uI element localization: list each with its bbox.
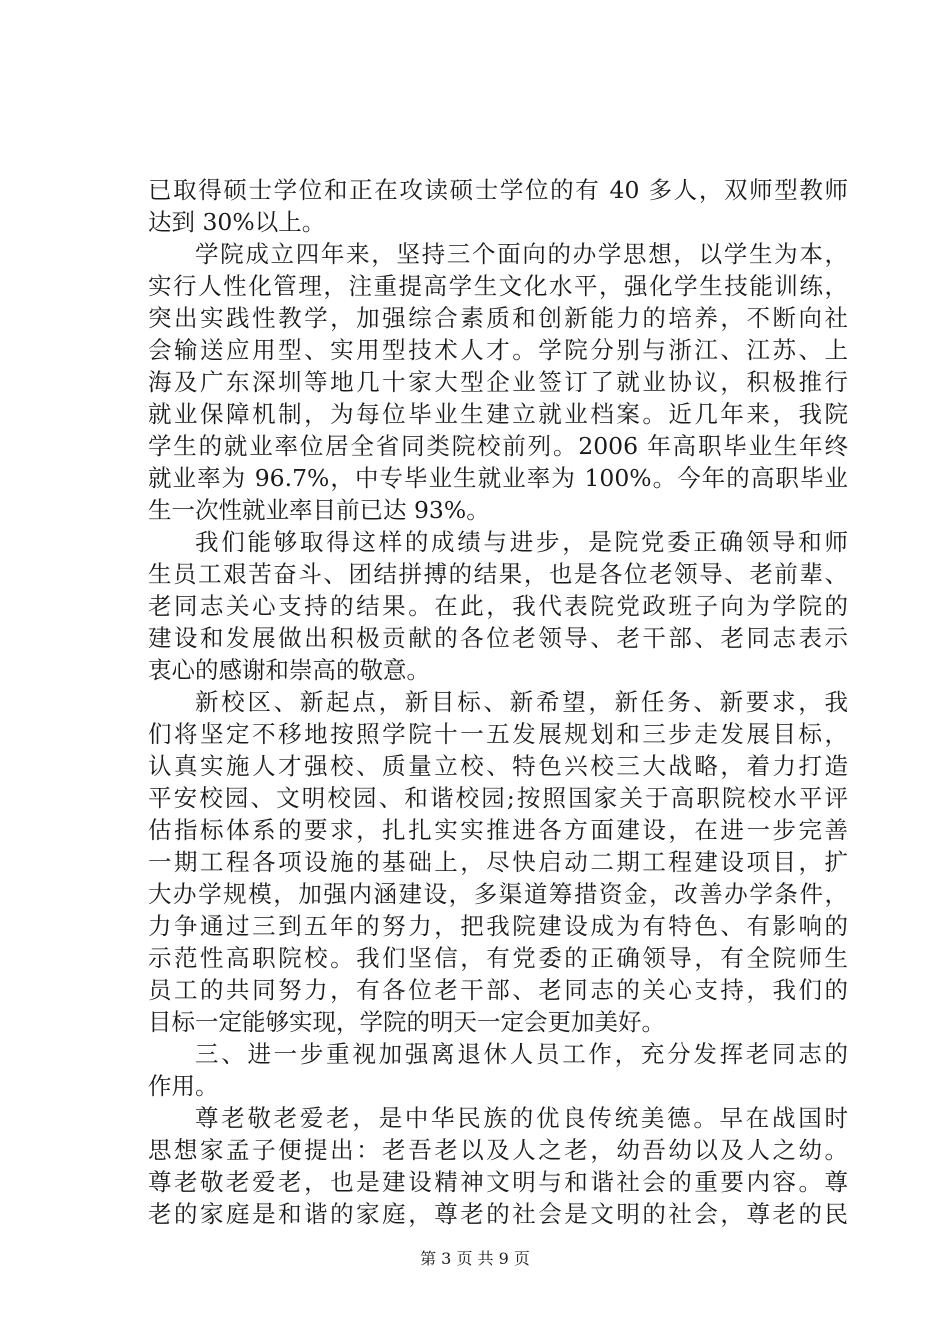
- section-heading-line: 三、进一步重视加强离退休人员工作，充分发挥老同志的: [195, 1040, 848, 1068]
- text-line: 老同志关心支持的结果。在此，我代表院党政班子向为学院的: [148, 592, 848, 620]
- text-line: 我们能够取得这样的成绩与进步，是院党委正确领导和师: [195, 528, 848, 556]
- text-line: 一期工程各项设施的基础上，尽快启动二期工程建设项目，扩: [148, 848, 848, 876]
- text-line: 就业率为 96.7%，中专毕业生就业率为 100%。今年的高职毕业: [148, 464, 848, 492]
- text-line: 目标一定能够实现，学院的明天一定会更加美好。: [148, 1008, 665, 1036]
- text-line: 尊老敬老爱老，也是建设精神文明与和谐社会的重要内容。尊: [148, 1168, 848, 1196]
- text-line: 新校区、新起点，新目标、新希望，新任务、新要求，我: [195, 688, 848, 716]
- text-line: 学生的就业率位居全省同类院校前列。2006 年高职毕业生年终: [148, 432, 848, 460]
- text-line: 老的家庭是和谐的家庭，尊老的社会是文明的社会，尊老的民: [148, 1200, 848, 1228]
- page-number-footer: 第 3 页 共 9 页: [420, 1249, 530, 1268]
- text-line: 就业保障机制，为每位毕业生建立就业档案。近几年来，我院: [148, 400, 848, 428]
- text-line: 员工的共同努力，有各位老干部、老同志的关心支持，我们的: [148, 976, 848, 1004]
- text-line: 衷心的感谢和崇高的敬意。: [148, 656, 430, 684]
- text-line: 生一次性就业率目前已达 93%。: [148, 496, 490, 524]
- text-line: 建设和发展做出积极贡献的各位老领导、老干部、老同志表示: [148, 624, 848, 652]
- text-line: 已取得硕士学位和正在攻读硕士学位的有 40 多人，双师型教师: [148, 176, 848, 204]
- text-line: 思想家孟子便提出：老吾老以及人之老，幼吾幼以及人之幼。: [148, 1136, 848, 1164]
- text-line: 示范性高职院校。我们坚信，有党委的正确领导，有全院师生: [148, 944, 848, 972]
- text-line: 力争通过三到五年的努力，把我院建设成为有特色、有影响的: [148, 912, 848, 940]
- text-line: 学院成立四年来，坚持三个面向的办学思想，以学生为本，: [195, 240, 848, 268]
- text-line: 平安校园、文明校园、和谐校园;按照国家关于高职院校水平评: [148, 784, 848, 812]
- text-line: 海及广东深圳等地几十家大型企业签订了就业协议，积极推行: [148, 368, 848, 396]
- text-line: 生员工艰苦奋斗、团结拼搏的结果，也是各位老领导、老前辈、: [148, 560, 848, 588]
- section-heading-line: 作用。: [148, 1072, 219, 1100]
- text-line: 尊老敬老爱老，是中华民族的优良传统美德。早在战国时: [195, 1104, 848, 1132]
- text-line: 突出实践性教学，加强综合素质和创新能力的培养，不断向社: [148, 304, 848, 332]
- text-line: 达到 30%以上。: [148, 208, 326, 236]
- text-line: 会输送应用型、实用型技术人才。学院分别与浙江、江苏、上: [148, 336, 848, 364]
- text-line: 估指标体系的要求，扎扎实实推进各方面建设，在进一步完善: [148, 816, 848, 844]
- text-line: 实行人性化管理，注重提高学生文化水平，强化学生技能训练，: [148, 272, 848, 300]
- text-line: 们将坚定不移地按照学院十一五发展规划和三步走发展目标，: [148, 720, 848, 748]
- text-line: 认真实施人才强校、质量立校、特色兴校三大战略，着力打造: [148, 752, 848, 780]
- text-line: 大办学规模，加强内涵建设，多渠道筹措资金，改善办学条件，: [148, 880, 848, 908]
